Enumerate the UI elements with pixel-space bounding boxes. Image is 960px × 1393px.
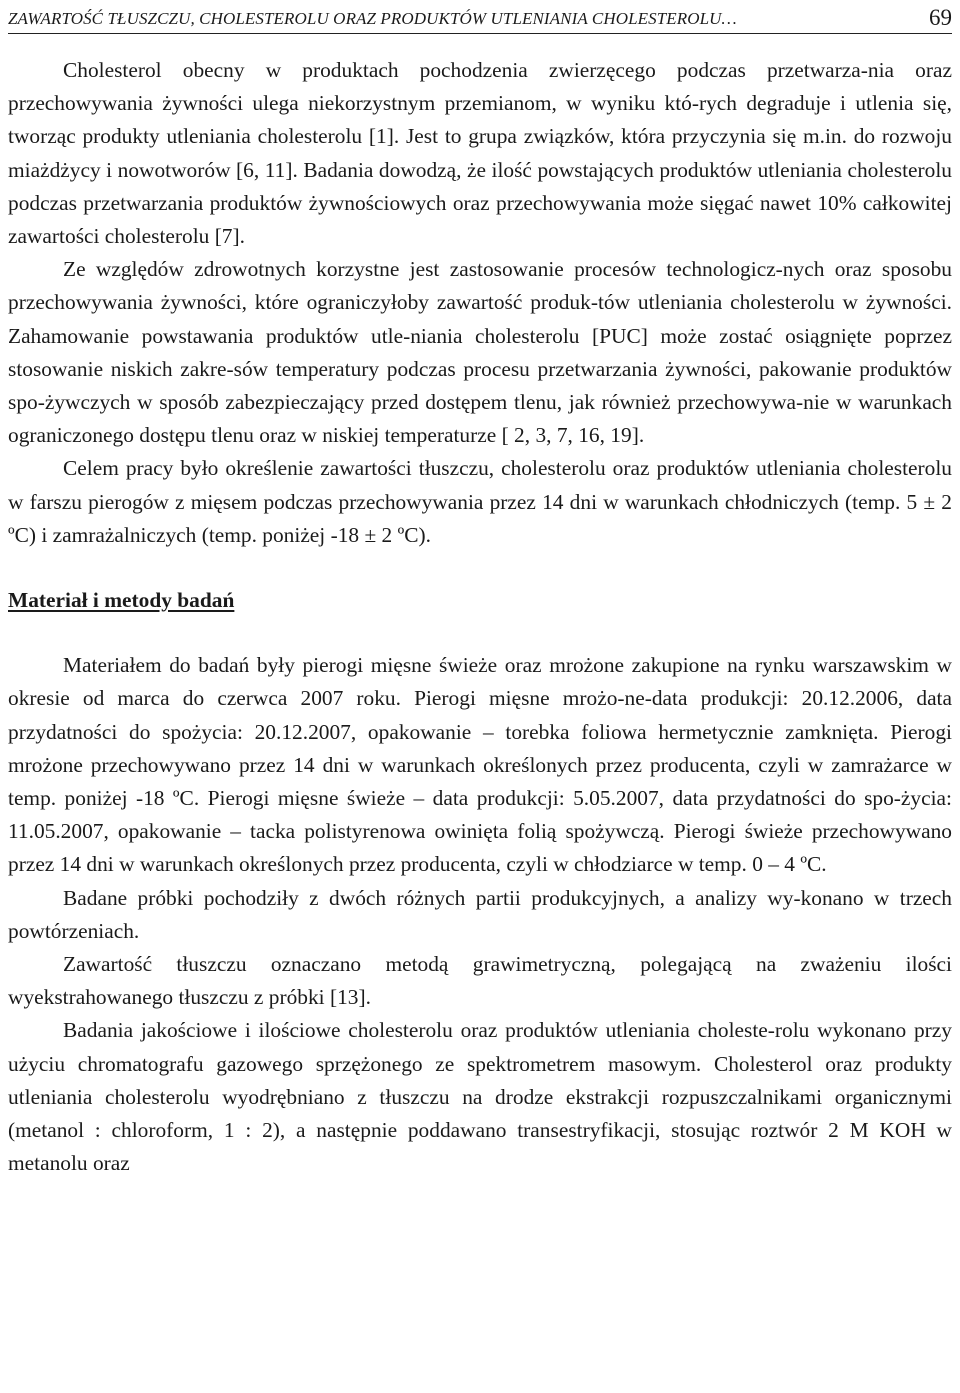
running-title: ZAWARTOŚĆ TŁUSZCZU, CHOLESTEROLU ORAZ PRODUKTÓW UTLENIANIA CHOLESTEROLU… [8, 9, 737, 28]
paragraph-fat-content: Zawartość tłuszczu oznaczano metodą grawimetryczną, polegającą na zważeniu ilości wyekstrahowanego tłuszczu z próbki [13]. [8, 952, 952, 1010]
section-spacer [8, 552, 952, 584]
section-heading: Materiał i metody badań [8, 588, 235, 613]
paragraph-aim: Celem pracy było określenie zawartości tłuszczu, cholesterolu oraz produktów utleniania cholesterolu w farszu pierogów z mięsem podczas przechowywania przez 14 dni w warunkach chłodniczych (temp. 5 ± 2 ºC) i zamrażalniczych (temp. poniżej -18 ± 2 ºC). [8, 456, 952, 547]
page-number: 69 [929, 5, 952, 30]
running-header [8, 0, 952, 34]
paragraph-cholesterol-analysis: Badania jakościowe i ilościowe cholesterolu oraz produktów utleniania choleste-rolu wykonano przy użyciu chromatografu gazowego sprzężonego ze spektrometrem masowym. Cholesterol oraz produkty utleniania cholesterolu wyodrębniano z tłuszczu na drodze ekstrakcji rozpuszczalnikami organicznymi (metanol : chloroform, 1 : 2), a następnie poddawano transestryfikacji, stosując roztwór 2 M KOH w metanolu oraz [8, 1018, 952, 1176]
paragraph-materials: Materiałem do badań były pierogi mięsne świeże oraz mrożone zakupione na rynku warszawskim w okresie od marca do czerwca 2007 roku. Pierogi mięsne mrożo-ne-data produkcji: 20.12.2006, data przydatności do spożycia: 20.12.2007, opakowanie – torebka foliowa hermetycznie zamknięta. Pierogi mrożone przechowywano przez 14 dni w warunkach określonych przez producenta, czyli w zamrażarce w temp. poniżej -18 ºC. Pierogi mięsne świeże – data produkcji: 5.05.2007, data przydatności do spo-życia: 11.05.2007, opakowanie – tacka polistyrenowa owinięta folią spożywczą. Pierogi świeże przechowywano przez 14 dni w warunkach określonych przez producenta, czyli w chłodziarce w temp. 0 – 4 ºC. [8, 653, 952, 877]
paragraph-intro-1: Cholesterol obecny w produktach pochodzenia zwierzęcego podczas przetwarza-nia oraz przechowywania żywności ulega niekorzystnym przemianom, w wyniku któ-rych degraduje i utlenia się, tworząc produkty utleniania cholesterolu [1]. Jest to grupa związków, która przyczynia się m.in. do rozwoju miażdżycy i nowotworów [6, 11]. Badania dowodzą, że ilość powstających produktów utleniania cholesterolu podczas przetwarzania produktów żywnościowych oraz przechowywania może sięgać nawet 10% całkowitej zawartości cholesterolu [7]. [8, 58, 952, 249]
paragraph-samples: Badane próbki pochodziły z dwóch różnych partii produkcyjnych, a analizy wy-konano w trzech powtórzeniach. [8, 885, 952, 943]
body-text [8, 54, 952, 1181]
paragraph-intro-2: Ze względów zdrowotnych korzystne jest zastosowanie procesów technologicz-nych oraz sposobu przechowywania żywności, które ograniczyłoby zawartość produk-tów utleniania cholesterolu w żywności. Zahamowanie powstawania produktów utle-niania cholesterolu [PUC] może zostać osiągnięte poprzez stosowanie niskich zakre-sów temperatury podczas procesu przetwarzania żywności, pakowanie produktów spo-żywczych w sposób zabezpieczający przed dostępem tlenu, jak również przechowywa-nie w warunkach ograniczonego dostępu tlenu oraz w niskiej temperaturze [ 2, 3, 7, 16, 19]. [8, 257, 952, 448]
heading-spacer [8, 617, 952, 649]
